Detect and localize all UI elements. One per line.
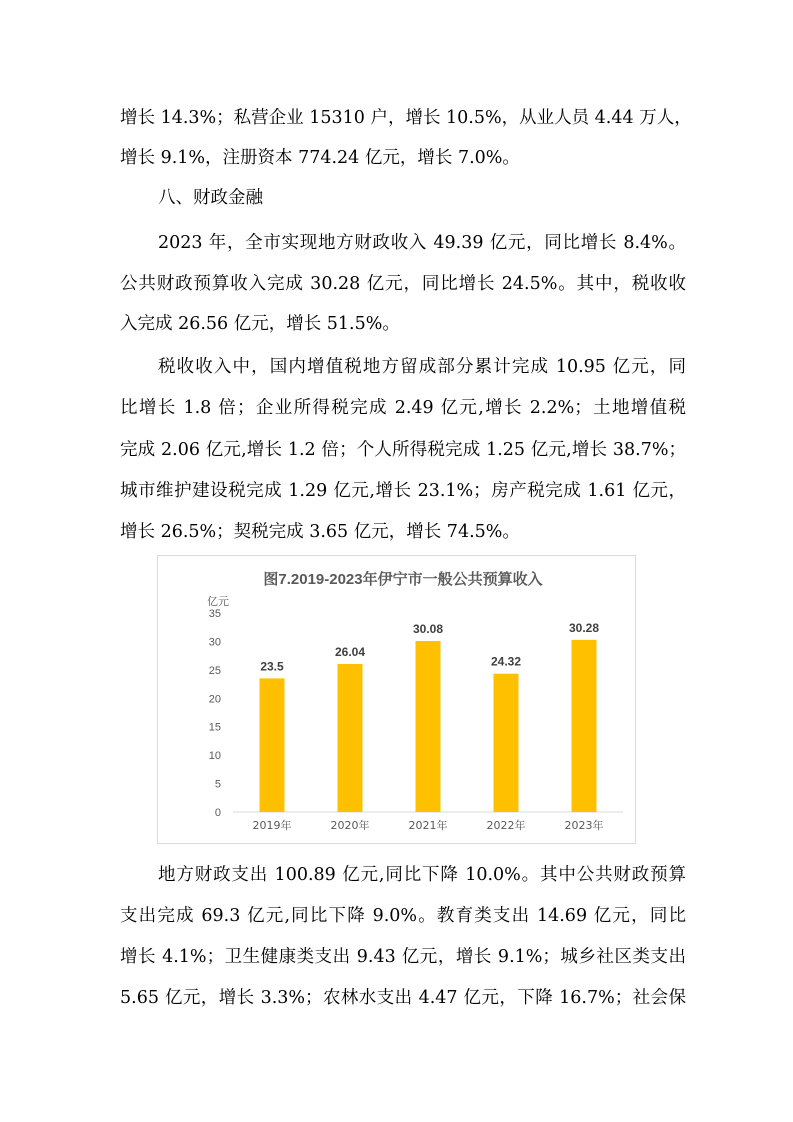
y-tick-label: 5 — [214, 778, 221, 791]
bar-chart — [158, 556, 637, 845]
y-tick-label: 15 — [208, 721, 221, 734]
text-line: 税收收入中，国内增值税地方留成部分累计完成 10.95 亿元，同 — [158, 357, 686, 377]
bar — [416, 641, 441, 812]
text-line: 完成 2.06 亿元,增长 1.2 倍；个人所得税完成 1.25 亿元,增长 38.7%； — [120, 440, 686, 460]
section-heading: 八、财政金融 — [158, 188, 263, 208]
text-line: 增长 26.5%；契税完成 3.65 亿元，增长 74.5%。 — [120, 522, 520, 542]
data-label: 24.32 — [490, 654, 522, 669]
bar — [572, 640, 597, 812]
y-tick-label: 30 — [208, 636, 221, 649]
y-tick-label: 10 — [208, 750, 221, 763]
data-label: 26.04 — [334, 644, 366, 659]
text-line: 增长 4.1%；卫生健康类支出 9.43 亿元，增长 9.1%；城乡社区类支出 — [120, 947, 686, 967]
bar — [260, 678, 285, 812]
text-line: 公共财政预算收入完成 30.28 亿元，同比增长 24.5%。其中，税收收 — [120, 274, 686, 294]
data-label: 30.28 — [568, 620, 600, 635]
data-label: 23.5 — [260, 659, 284, 674]
x-tick-label: 2021年 — [408, 819, 448, 832]
text-line: 地方财政支出 100.89 亿元,同比下降 10.0%。其中公共财政预算 — [158, 865, 686, 885]
chart-title: 图7.2019-2023年伊宁市一般公共预算收入 — [263, 571, 543, 588]
text-line: 支出完成 69.3 亿元,同比下降 9.0%。教育类支出 14.69 亿元，同比 — [120, 906, 686, 926]
x-tick-label: 2020年 — [330, 819, 370, 832]
text-line: 2023 年，全市实现地方财政收入 49.39 亿元，同比增长 8.4%。 — [158, 233, 686, 253]
text-line: 入完成 26.56 亿元，增长 51.5%。 — [120, 314, 400, 334]
y-tick-label: 25 — [208, 664, 221, 677]
text-line: 比增长 1.8 倍；企业所得税完成 2.49 亿元,增长 2.2%；土地增值税 — [120, 398, 686, 418]
data-label: 30.08 — [412, 621, 444, 636]
y-axis-label: 亿元 — [207, 595, 229, 608]
x-tick-label: 2019年 — [252, 819, 292, 832]
x-tick-label: 2022年 — [486, 819, 526, 832]
bar — [338, 664, 363, 812]
bar — [494, 674, 519, 812]
budget-revenue-chart — [157, 555, 636, 844]
y-tick-label: 35 — [208, 608, 221, 620]
y-tick-label: 20 — [208, 693, 221, 706]
text-line: 城市维护建设税完成 1.29 亿元,增长 23.1%；房产税完成 1.61 亿元， — [120, 481, 686, 501]
x-tick-label: 2023年 — [564, 819, 604, 832]
text-line: 增长 9.1%，注册资本 774.24 亿元，增长 7.0%。 — [120, 148, 520, 168]
text-line: 5.65 亿元，增长 3.3%；农林水支出 4.47 亿元，下降 16.7%；社会保 — [120, 988, 686, 1008]
text-line: 增长 14.3%；私营企业 15310 户，增长 10.5%，从业人员 4.44 万人， — [120, 108, 692, 128]
y-tick-label: 0 — [214, 807, 221, 819]
